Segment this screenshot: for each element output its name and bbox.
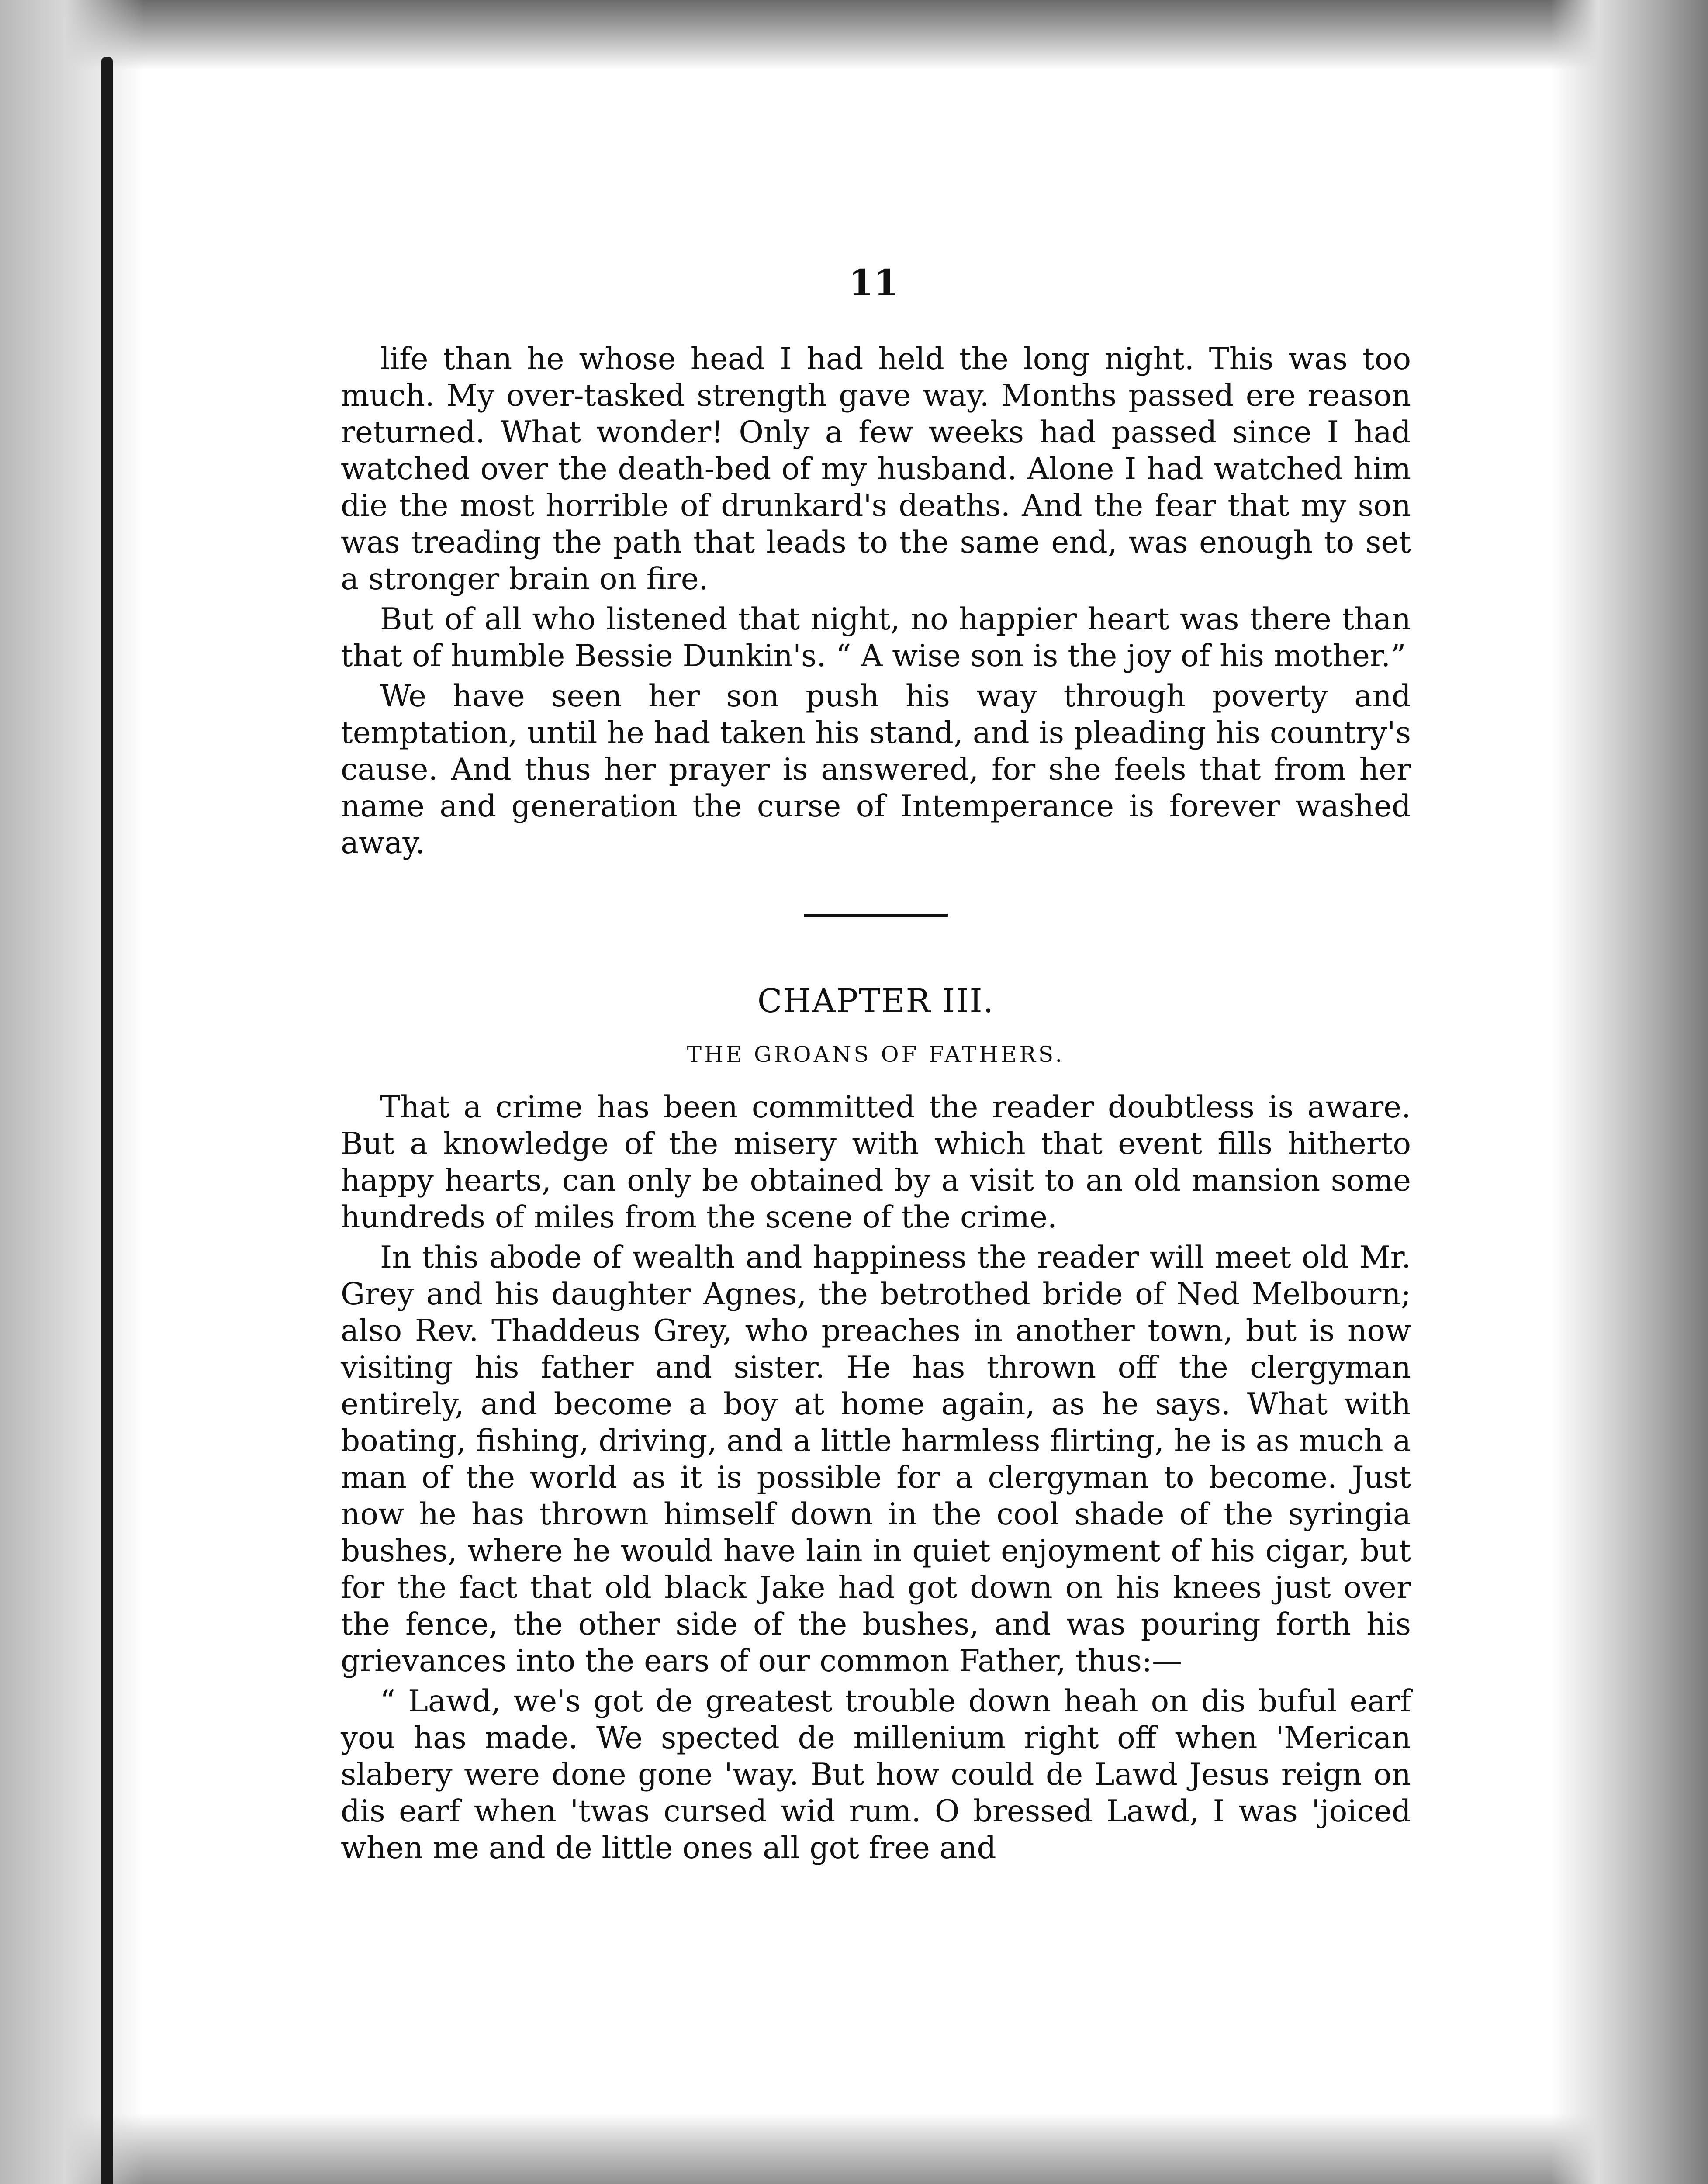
scan-border-bottom [0,2114,1708,2184]
page-body [341,341,1411,1866]
scan-border-right [1551,0,1708,2184]
chapter-title: THE GROANS OF FATHERS. [687,1042,1065,1067]
scan-border-left [0,0,144,2184]
scan-border-top [0,0,1708,70]
paragraph: In this abode of wealth and happiness the reader will meet old Mr. Grey and his daughter Agnes, the betrothed bride of Ned Melbourn; also Rev. Thaddeus Grey, who preaches in another town, but is now visiting his father and sister. He has thrown off the clergyman entirely, and become a boy at home again, as he says. What with boating, fishing, driving, and a little harmless flirting, he is as much a man of the world as it is possible for a clergyman to become. Just now he has thrown himself down in the cool shade of the syringia bushes, where he would have lain in quiet enjoyment of his cigar, but for the fact that old black Jake had got down on his knees just over the fence, the other side of the bushes, and was pouring forth his grievances into the ears of our common Father, thus:— [341,1240,1411,1679]
paragraph: But of all who listened that night, no happier heart was there than that of humble Bessie Dunkin's. “ A wise son is the joy of his mother.” [341,602,1411,674]
paragraph: That a crime has been committed the reader doubtless is aware. But a knowledge of the misery with which that event fills hitherto happy hearts, can only be obtained by a visit to an old mansion some hundreds of miles from the scene of the crime. [341,1090,1411,1235]
page-number: 11 [848,262,899,304]
binding-shadow-line [101,57,113,2184]
paragraph: life than he whose head I had held the long night. This was too much. My over-tasked strength gave way. Months passed ere reason returned. What wonder! Only a few weeks had passed since I had watched over the death-bed of my husband. Alone I had watched him die the most horrible of drunkard's deaths. And the fear that my son was treading the path that leads to the same end, was enough to set a stronger brain on fire. [341,342,1411,597]
section-divider-rule [804,914,948,917]
chapter-heading: CHAPTER III. [757,982,995,1020]
paragraph: “ Lawd, we's got de greatest trouble down heah on dis buful earf you has made. We spected de millenium right off when 'Merican slabery were done gone 'way. But how could de Lawd Jesus reign on dis earf when 'twas cursed wid rum. O bressed Lawd, I was 'joiced when me and de little ones all got free and [341,1684,1411,1866]
paragraph: We have seen her son push his way through poverty and temptation, until he had taken his stand, and is pleading his country's cause. And thus her prayer is answered, for she feels that from her name and generation the curse of Intemperance is forever washed away. [341,679,1411,860]
